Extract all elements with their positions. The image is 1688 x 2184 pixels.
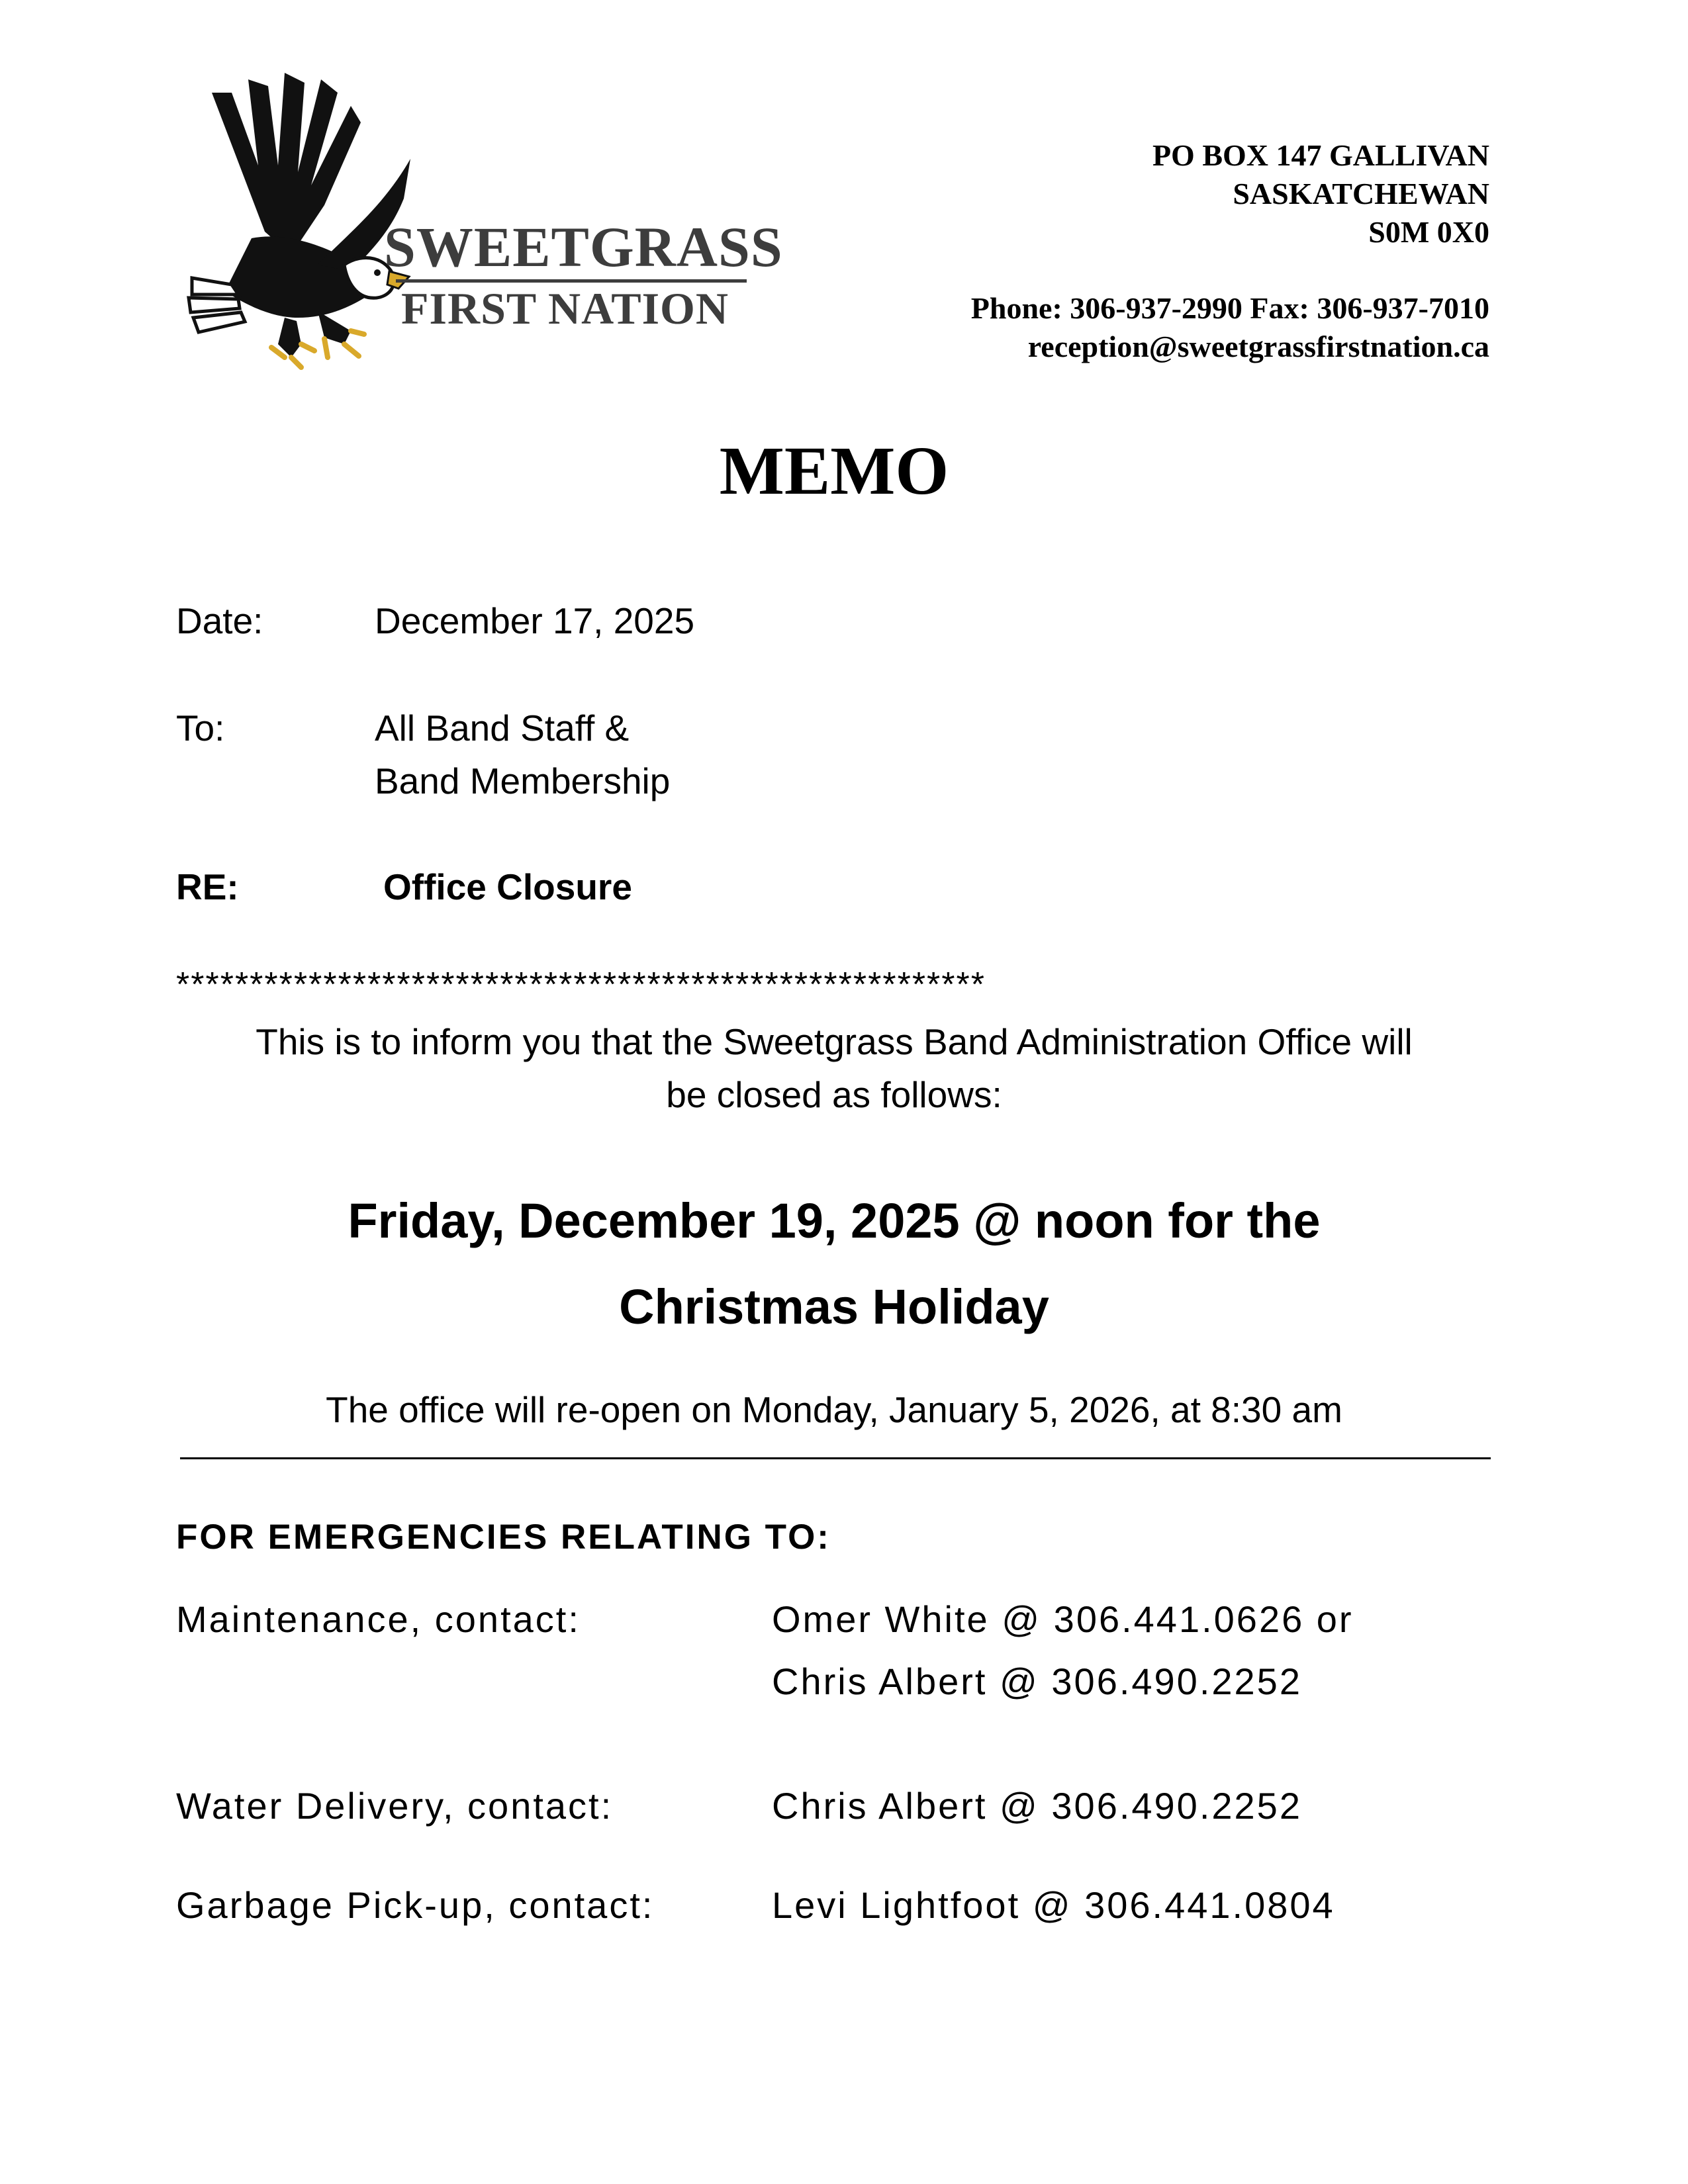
address-line: SASKATCHEWAN xyxy=(1233,177,1489,210)
address-block xyxy=(971,136,1489,366)
asterisk-separator: ******************************************************* xyxy=(176,966,986,1004)
phone-fax: Phone: 306-937-2990 Fax: 306-937-7010 xyxy=(970,291,1489,325)
closure-line: Friday, December 19, 2025 @ noon for the xyxy=(348,1193,1321,1248)
emergency-contact: Omer White @ 306.441.0626 or xyxy=(772,1598,1354,1640)
emergency-category: Water Delivery, contact: xyxy=(176,1785,614,1827)
address-spacer xyxy=(971,251,1489,289)
address-line: S0M 0X0 xyxy=(1368,215,1489,249)
closure-notice xyxy=(172,1178,1496,1350)
logo-text-first-nation: FIRST NATION xyxy=(401,283,729,334)
date-value: December 17, 2025 xyxy=(375,600,695,641)
logo-divider xyxy=(396,279,747,283)
intro-line: This is to inform you that the Sweetgrass Band Administration Office will xyxy=(256,1021,1413,1062)
closure-line: Christmas Holiday xyxy=(619,1279,1049,1334)
horizontal-divider xyxy=(180,1457,1491,1459)
to-label: To: xyxy=(176,707,225,749)
to-value-line1: All Band Staff & xyxy=(375,707,630,749)
intro-line: be closed as follows: xyxy=(666,1074,1002,1115)
emergencies-heading: FOR EMERGENCIES RELATING TO: xyxy=(176,1518,831,1557)
emergency-contact: Levi Lightfoot @ 306.441.0804 xyxy=(772,1884,1335,1926)
date-label: Date: xyxy=(176,600,263,641)
email-address: reception@sweetgrassfirstnation.ca xyxy=(1027,330,1489,363)
emergency-category: Maintenance, contact: xyxy=(176,1598,581,1640)
emergency-category: Garbage Pick-up, contact: xyxy=(176,1884,655,1926)
re-label: RE: xyxy=(176,866,239,907)
emergency-contact: Chris Albert @ 306.490.2252 xyxy=(772,1785,1302,1827)
logo-text-sweetgrass: SWEETGRASS xyxy=(384,215,783,279)
to-value-line2: Band Membership xyxy=(375,760,671,801)
intro-paragraph xyxy=(172,1015,1496,1121)
emergency-contact: Chris Albert @ 306.490.2252 xyxy=(772,1661,1302,1702)
address-line: PO BOX 147 GALLIVAN xyxy=(1152,138,1489,172)
reopen-notice: The office will re-open on Monday, January 5, 2026, at 8:30 am xyxy=(326,1389,1342,1430)
re-value: Office Closure xyxy=(383,866,632,907)
organization-logo xyxy=(185,66,783,371)
memo-title: MEMO xyxy=(719,433,949,509)
